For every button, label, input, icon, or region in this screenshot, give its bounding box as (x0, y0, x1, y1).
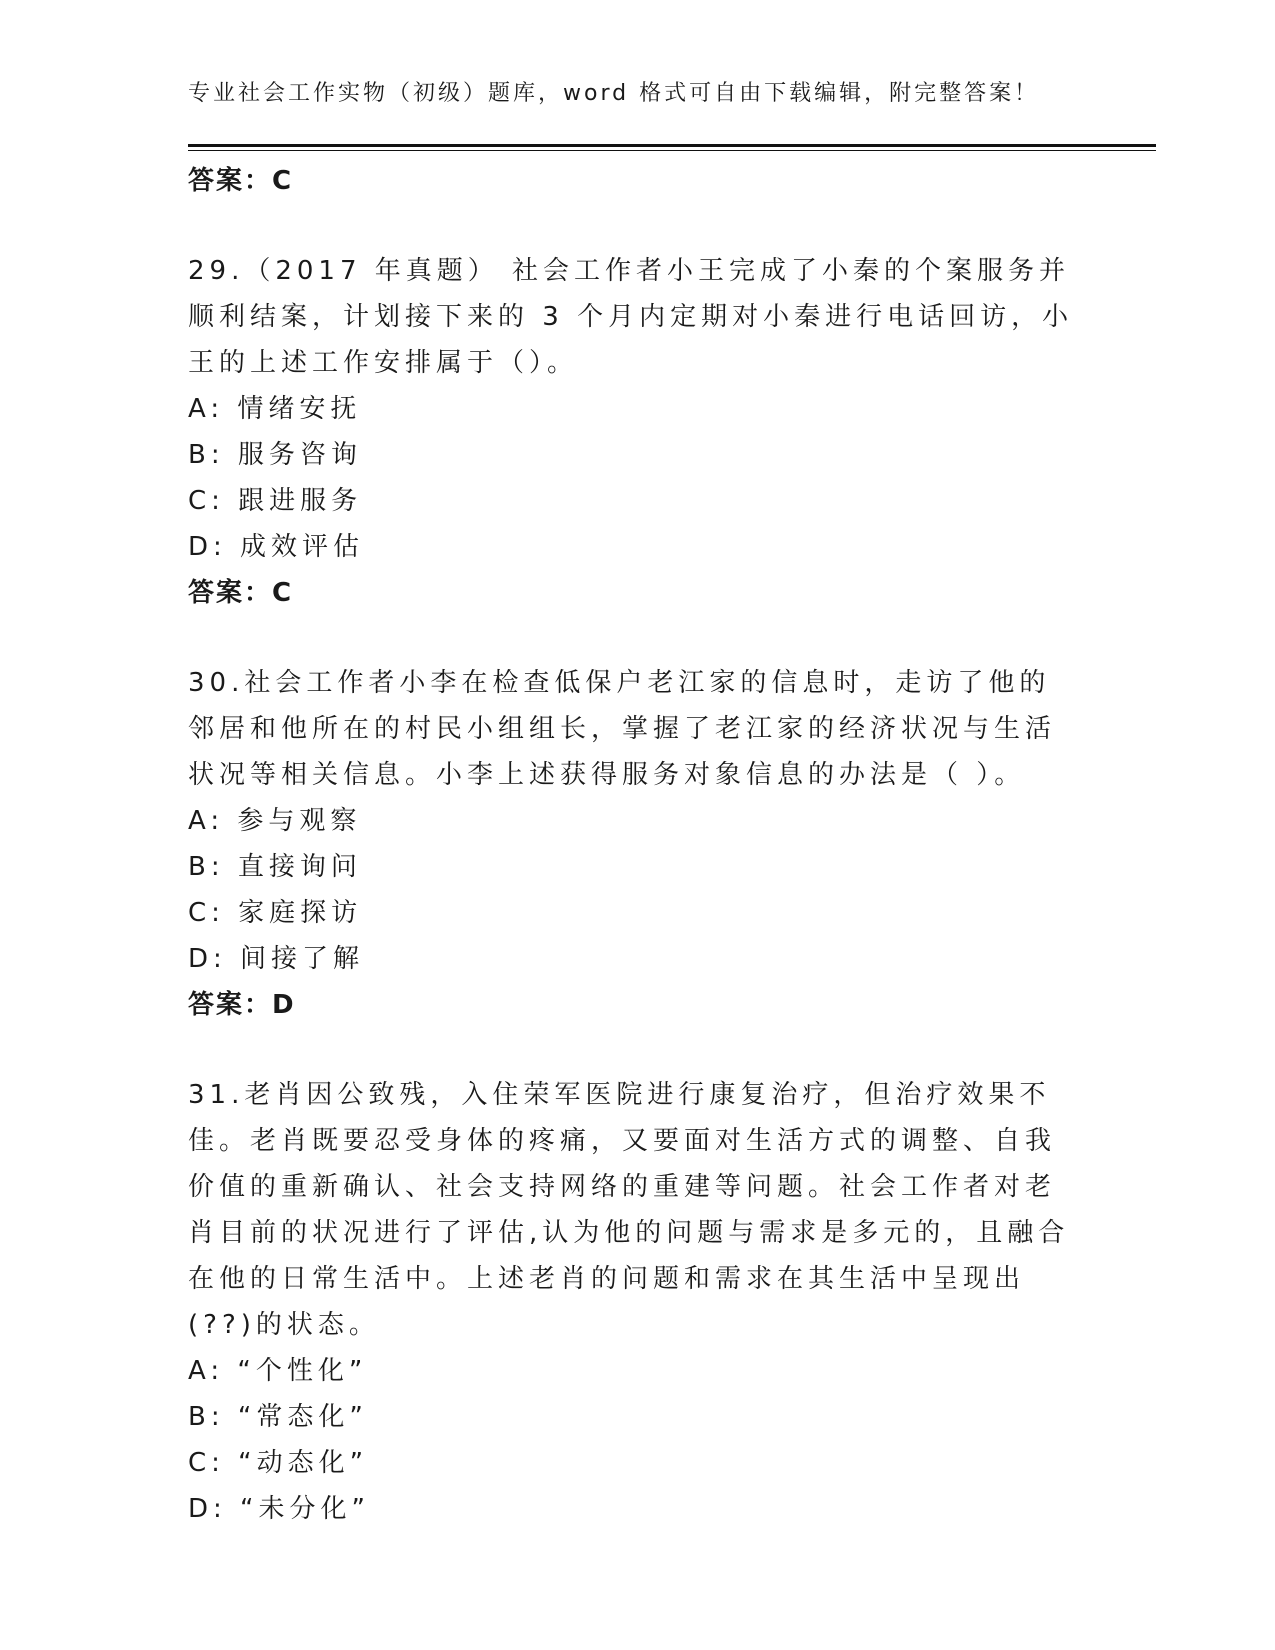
question-31 (188, 1072, 1088, 1532)
question-text: 29.（2017 年真题） 社会工作者小王完成了小秦的个案服务并顺利结案，计划接下来的 3 个月内定期对小秦进行电话回访，小王的上述工作安排属于（）。 (188, 256, 1074, 378)
answer-line: 答案：C (188, 166, 294, 196)
spacer (188, 1028, 1088, 1072)
answer-line: 答案：C (188, 578, 294, 608)
option-a: A: “个性化” (188, 1356, 368, 1386)
option-d: D: “未分化” (188, 1494, 370, 1524)
question-list (188, 158, 1088, 1532)
option-a: A: 情绪安抚 (188, 394, 362, 424)
option-d: D: 成效评估 (188, 532, 365, 562)
option-c: C: “动态化” (188, 1448, 369, 1478)
option-b: B: “常态化” (188, 1402, 368, 1432)
answer-line: 答案：D (188, 990, 296, 1020)
question-text: 31.老肖因公致残，入住荣军医院进行康复治疗，但治疗效果不佳。老肖既要忍受身体的疼痛，又要面对生活方式的调整、自我价值的重新确认、社会支持网络的重建等问题。社会工作者对老肖目前的状况进行了评估,认为他的问题与需求是多元的，且融合在他的日常生活中。上述老肖的问题和需求在其生活中呈现出(??)的状态。 (188, 1080, 1070, 1340)
option-b: B: 直接询问 (188, 852, 362, 882)
question-29 (188, 248, 1088, 616)
option-c: C: 跟进服务 (188, 486, 363, 516)
spacer (188, 204, 1088, 248)
header-rule-thin (188, 150, 1156, 151)
spacer (188, 616, 1088, 660)
option-b: B: 服务咨询 (188, 440, 362, 470)
option-c: C: 家庭探访 (188, 898, 363, 928)
option-a: A: 参与观察 (188, 806, 362, 836)
page-header: 专业社会工作实物（初级）题库，word 格式可自由下载编辑，附完整答案！ (188, 81, 1040, 106)
option-d: D: 间接了解 (188, 944, 365, 974)
question-30 (188, 660, 1088, 1028)
question-text: 30.社会工作者小李在检查低保户老江家的信息时，走访了他的邻居和他所在的村民小组组长，掌握了老江家的经济状况与生活状况等相关信息。小李上述获得服务对象信息的办法是（ ）。 (188, 668, 1057, 790)
header-rule-thick (188, 144, 1156, 147)
